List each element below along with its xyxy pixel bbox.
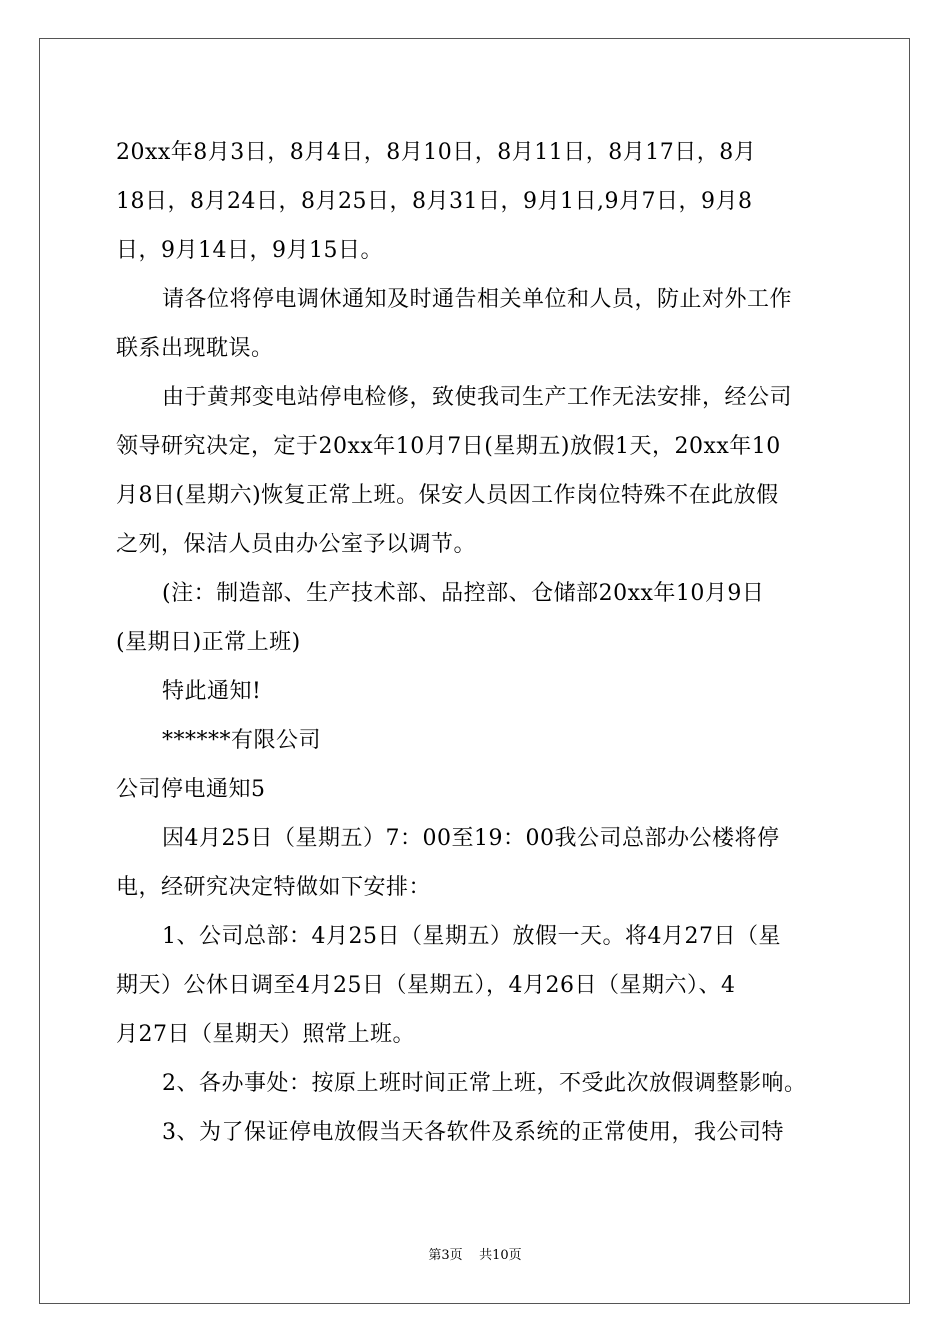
text-line: 电，经研究决定特做如下安排： xyxy=(116,875,432,900)
text-line: 3、为了保证停电放假当天各软件及系统的正常使用，我公司特 xyxy=(162,1120,784,1145)
text-line: 期天）公休日调至4月25日（星期五），4月26日（星期六）、4 xyxy=(116,973,736,998)
text-line: 月27日（星期天）照常上班。 xyxy=(116,1022,415,1047)
text-line: 领导研究决定，定于20xx年10月7日(星期五)放假1天，20xx年10 xyxy=(116,434,781,459)
text-line: (星期日)正常上班) xyxy=(116,630,301,655)
text-line: 由于黄邦变电站停电检修，致使我司生产工作无法安排，经公司 xyxy=(162,385,793,410)
text-line: 18日，8月24日，8月25日，8月31日，9月1日,9月7日，9月8 xyxy=(116,189,753,214)
page-footer xyxy=(0,1248,950,1264)
page-number: 第3页 xyxy=(428,1248,463,1263)
text-line: 1、公司总部：4月25日（星期五）放假一天。将4月27日（星 xyxy=(162,924,781,949)
text-line: 月8日(星期六)恢复正常上班。保安人员因工作岗位特殊不在此放假 xyxy=(116,483,779,508)
text-line: 公司停电通知5 xyxy=(116,777,266,802)
text-line: 因4月25日（星期五）7：00至19：00我公司总部办公楼将停 xyxy=(162,826,780,851)
text-line: 请各位将停电调休通知及时通告相关单位和人员，防止对外工作 xyxy=(162,287,793,312)
document-body xyxy=(116,128,834,1157)
text-line: 2、各办事处：按原上班时间正常上班，不受此次放假调整影响。 xyxy=(162,1071,807,1096)
text-line: 之列，保洁人员由办公室予以调节。 xyxy=(116,532,477,557)
text-line: 日，9月14日，9月15日。 xyxy=(116,238,383,263)
text-line: 联系出现耽误。 xyxy=(116,336,274,361)
page-total: 共10页 xyxy=(479,1248,522,1263)
text-line: (注：制造部、生产技术部、品控部、仓储部20xx年10月9日 xyxy=(162,581,765,606)
text-line: ******有限公司 xyxy=(162,728,322,753)
text-line: 20xx年8月3日，8月4日，8月10日，8月11日，8月17日，8月 xyxy=(116,140,757,165)
text-line: 特此通知! xyxy=(162,679,262,704)
